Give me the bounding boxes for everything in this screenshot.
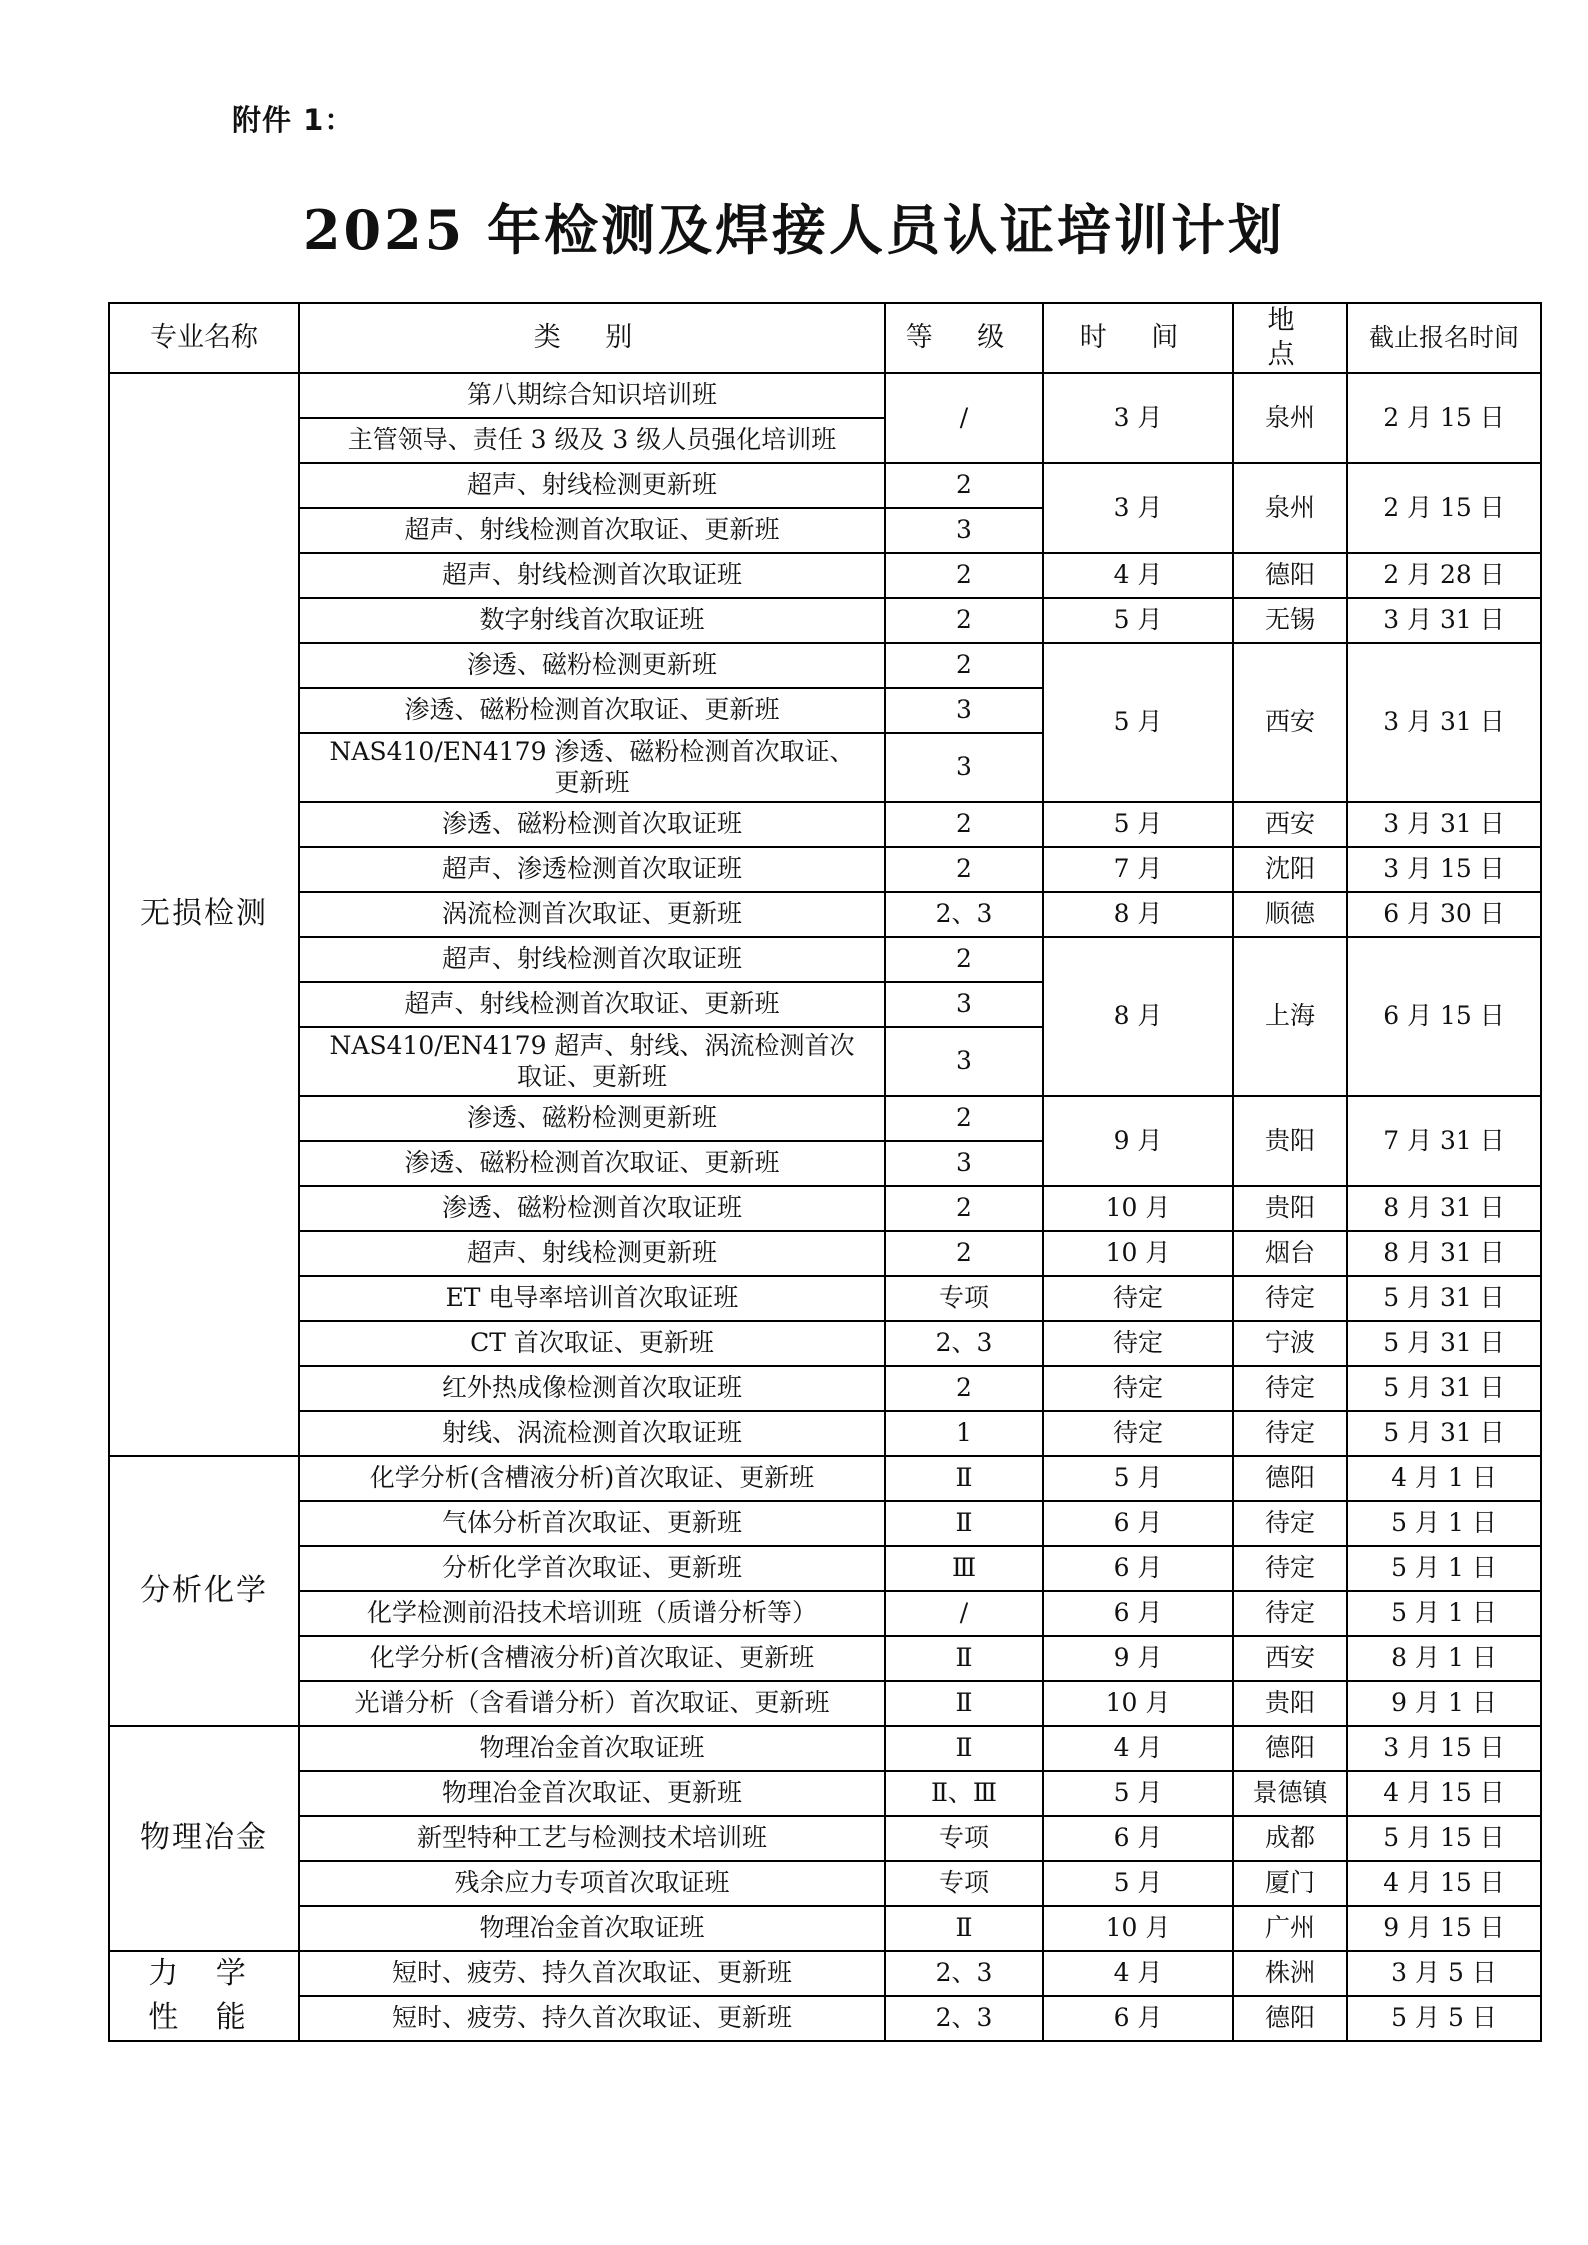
grade-cell: 1	[885, 1411, 1043, 1456]
grade-cell: 2	[885, 463, 1043, 508]
page-title: 2025 年检测及焊接人员认证培训计划	[302, 198, 1286, 262]
place-cell: 德阳	[1233, 1996, 1347, 2041]
place-cell: 泉州	[1233, 373, 1347, 463]
table-header-row	[109, 303, 1541, 373]
header-category: 类 别	[299, 303, 885, 373]
grade-cell: /	[885, 373, 1043, 463]
course-cell: 超声、射线检测首次取证班	[299, 937, 885, 982]
place-cell: 上海	[1233, 937, 1347, 1096]
place-cell: 德阳	[1233, 1456, 1347, 1501]
course-cell: 短时、疲劳、持久首次取证、更新班	[299, 1996, 885, 2041]
grade-cell: 2	[885, 598, 1043, 643]
deadline-cell: 5 月 31 日	[1347, 1411, 1541, 1456]
table-row	[109, 1186, 1541, 1231]
grade-cell: Ⅲ	[885, 1546, 1043, 1591]
deadline-cell: 2 月 28 日	[1347, 553, 1541, 598]
table-row	[109, 1411, 1541, 1456]
course-cell: 物理冶金首次取证、更新班	[299, 1771, 885, 1816]
time-cell: 待定	[1043, 1276, 1233, 1321]
grade-cell: 2、3	[885, 1996, 1043, 2041]
course-cell: 第八期综合知识培训班	[299, 373, 885, 418]
course-cell: 超声、渗透检测首次取证班	[299, 847, 885, 892]
table-row	[109, 1591, 1541, 1636]
place-cell: 贵阳	[1233, 1096, 1347, 1186]
time-cell: 5 月	[1043, 598, 1233, 643]
deadline-cell: 8 月 31 日	[1347, 1186, 1541, 1231]
grade-cell: 2	[885, 643, 1043, 688]
course-cell: 渗透、磁粉检测更新班	[299, 643, 885, 688]
course-cell: 新型特种工艺与检测技术培训班	[299, 1816, 885, 1861]
place-cell: 广州	[1233, 1906, 1347, 1951]
place-cell: 待定	[1233, 1366, 1347, 1411]
place-cell: 西安	[1233, 643, 1347, 802]
grade-cell: 专项	[885, 1276, 1043, 1321]
time-cell: 6 月	[1043, 1501, 1233, 1546]
course-line-1: NAS410/EN4179 超声、射线、涡流检测首次	[329, 1030, 855, 1060]
course-cell: 渗透、磁粉检测更新班	[299, 1096, 885, 1141]
deadline-cell: 5 月 1 日	[1347, 1591, 1541, 1636]
grade-cell: Ⅱ	[885, 1501, 1043, 1546]
deadline-cell: 5 月 31 日	[1347, 1276, 1541, 1321]
course-cell: 化学分析(含槽液分析)首次取证、更新班	[299, 1636, 885, 1681]
attachment-label: 附件 1：	[232, 103, 355, 137]
table-row	[109, 1501, 1541, 1546]
table-row	[109, 1816, 1541, 1861]
deadline-cell: 5 月 1 日	[1347, 1501, 1541, 1546]
course-cell: 化学检测前沿技术培训班（质谱分析等）	[299, 1591, 885, 1636]
table-row	[109, 1636, 1541, 1681]
grade-cell: 2	[885, 802, 1043, 847]
grade-cell: 2	[885, 1096, 1043, 1141]
major-cell: 物理冶金	[109, 1726, 299, 1951]
deadline-cell: 3 月 15 日	[1347, 847, 1541, 892]
grade-cell: 2	[885, 553, 1043, 598]
table-row	[109, 373, 1541, 418]
table-row	[109, 1726, 1541, 1771]
grade-cell: 2	[885, 1366, 1043, 1411]
place-cell: 宁波	[1233, 1321, 1347, 1366]
place-cell: 厦门	[1233, 1861, 1347, 1906]
grade-cell: 专项	[885, 1816, 1043, 1861]
deadline-cell: 5 月 31 日	[1347, 1366, 1541, 1411]
course-cell: 主管领导、责任 3 级及 3 级人员强化培训班	[299, 418, 885, 463]
place-cell: 德阳	[1233, 1726, 1347, 1771]
deadline-cell: 3 月 31 日	[1347, 598, 1541, 643]
table-row	[109, 1951, 1541, 1996]
table-row	[109, 1231, 1541, 1276]
course-cell: 渗透、磁粉检测首次取证班	[299, 1186, 885, 1231]
course-cell: 渗透、磁粉检测首次取证、更新班	[299, 688, 885, 733]
place-cell: 成都	[1233, 1816, 1347, 1861]
time-cell: 3 月	[1043, 463, 1233, 553]
time-cell: 4 月	[1043, 1951, 1233, 1996]
place-cell: 贵阳	[1233, 1186, 1347, 1231]
place-cell: 贵阳	[1233, 1681, 1347, 1726]
grade-cell: 2	[885, 1186, 1043, 1231]
major-cell	[109, 1951, 299, 2041]
time-cell: 10 月	[1043, 1906, 1233, 1951]
grade-cell: 2、3	[885, 1951, 1043, 1996]
time-cell: 5 月	[1043, 643, 1233, 802]
course-cell: 超声、射线检测首次取证班	[299, 553, 885, 598]
time-cell: 6 月	[1043, 1591, 1233, 1636]
course-cell: ET 电导率培训首次取证班	[299, 1276, 885, 1321]
major-line-1: 力 学	[148, 1956, 260, 1991]
course-line-2: 更新班	[554, 768, 630, 797]
table-row	[109, 1366, 1541, 1411]
place-cell: 株洲	[1233, 1951, 1347, 1996]
grade-cell: 3	[885, 688, 1043, 733]
place-cell: 顺德	[1233, 892, 1347, 937]
place-cell: 西安	[1233, 802, 1347, 847]
deadline-cell: 3 月 31 日	[1347, 802, 1541, 847]
time-cell: 待定	[1043, 1321, 1233, 1366]
grade-cell: 2	[885, 937, 1043, 982]
course-cell: 气体分析首次取证、更新班	[299, 1501, 885, 1546]
grade-cell: 3	[885, 982, 1043, 1027]
deadline-cell: 4 月 15 日	[1347, 1861, 1541, 1906]
course-line-2: 取证、更新班	[516, 1062, 667, 1091]
course-cell: 物理冶金首次取证班	[299, 1726, 885, 1771]
place-cell: 德阳	[1233, 553, 1347, 598]
grade-cell: 2、3	[885, 1321, 1043, 1366]
course-cell: 光谱分析（含看谱分析）首次取证、更新班	[299, 1681, 885, 1726]
course-cell: 短时、疲劳、持久首次取证、更新班	[299, 1951, 885, 1996]
course-cell	[299, 733, 885, 802]
table-row	[109, 1276, 1541, 1321]
time-cell: 5 月	[1043, 1861, 1233, 1906]
course-cell: 渗透、磁粉检测首次取证班	[299, 802, 885, 847]
grade-cell: 3	[885, 1027, 1043, 1096]
deadline-cell: 9 月 15 日	[1347, 1906, 1541, 1951]
time-cell: 10 月	[1043, 1681, 1233, 1726]
deadline-cell: 6 月 15 日	[1347, 937, 1541, 1096]
course-cell: 超声、射线检测首次取证、更新班	[299, 982, 885, 1027]
time-cell: 4 月	[1043, 1726, 1233, 1771]
table-row	[109, 802, 1541, 847]
course-cell: 红外热成像检测首次取证班	[299, 1366, 885, 1411]
table-row	[109, 937, 1541, 982]
deadline-cell: 4 月 1 日	[1347, 1456, 1541, 1501]
table-row	[109, 892, 1541, 937]
time-cell: 5 月	[1043, 1456, 1233, 1501]
deadline-cell: 7 月 31 日	[1347, 1096, 1541, 1186]
grade-cell: 3	[885, 508, 1043, 553]
course-cell: CT 首次取证、更新班	[299, 1321, 885, 1366]
deadline-cell: 5 月 1 日	[1347, 1546, 1541, 1591]
deadline-cell: 5 月 15 日	[1347, 1816, 1541, 1861]
time-cell: 待定	[1043, 1411, 1233, 1456]
table-row	[109, 553, 1541, 598]
grade-cell: Ⅱ、Ⅲ	[885, 1771, 1043, 1816]
table-row	[109, 1096, 1541, 1141]
header-deadline: 截止报名时间	[1347, 303, 1541, 373]
time-cell: 9 月	[1043, 1636, 1233, 1681]
time-cell: 10 月	[1043, 1186, 1233, 1231]
deadline-cell: 5 月 31 日	[1347, 1321, 1541, 1366]
course-cell: 超声、射线检测更新班	[299, 1231, 885, 1276]
grade-cell: Ⅱ	[885, 1726, 1043, 1771]
time-cell: 8 月	[1043, 937, 1233, 1096]
grade-cell: 专项	[885, 1861, 1043, 1906]
major-cell: 分析化学	[109, 1456, 299, 1726]
major-line-2: 性 能	[148, 1999, 260, 2035]
grade-cell: /	[885, 1591, 1043, 1636]
grade-cell: Ⅱ	[885, 1456, 1043, 1501]
major-cell: 无损检测	[109, 373, 299, 1456]
deadline-cell: 4 月 15 日	[1347, 1771, 1541, 1816]
place-cell: 景德镇	[1233, 1771, 1347, 1816]
header-place: 地 点	[1233, 303, 1347, 373]
table-row	[109, 598, 1541, 643]
time-cell: 5 月	[1043, 802, 1233, 847]
place-cell: 待定	[1233, 1501, 1347, 1546]
time-cell: 6 月	[1043, 1816, 1233, 1861]
deadline-cell: 8 月 1 日	[1347, 1636, 1541, 1681]
table-row	[109, 1546, 1541, 1591]
course-cell: 射线、涡流检测首次取证班	[299, 1411, 885, 1456]
time-cell: 5 月	[1043, 1771, 1233, 1816]
place-cell: 烟台	[1233, 1231, 1347, 1276]
course-cell: 残余应力专项首次取证班	[299, 1861, 885, 1906]
header-grade: 等 级	[885, 303, 1043, 373]
course-line-1: NAS410/EN4179 渗透、磁粉检测首次取证、	[329, 736, 855, 766]
course-cell: 化学分析(含槽液分析)首次取证、更新班	[299, 1456, 885, 1501]
table-row	[109, 1906, 1541, 1951]
grade-cell: 2	[885, 847, 1043, 892]
place-cell: 西安	[1233, 1636, 1347, 1681]
deadline-cell: 2 月 15 日	[1347, 463, 1541, 553]
deadline-cell: 8 月 31 日	[1347, 1231, 1541, 1276]
place-cell: 泉州	[1233, 463, 1347, 553]
place-cell: 待定	[1233, 1276, 1347, 1321]
course-cell: 超声、射线检测首次取证、更新班	[299, 508, 885, 553]
time-cell: 3 月	[1043, 373, 1233, 463]
time-cell: 4 月	[1043, 553, 1233, 598]
table-row	[109, 1456, 1541, 1501]
table-row	[109, 1771, 1541, 1816]
time-cell: 待定	[1043, 1366, 1233, 1411]
deadline-cell: 9 月 1 日	[1347, 1681, 1541, 1726]
time-cell: 9 月	[1043, 1096, 1233, 1186]
table-row	[109, 1321, 1541, 1366]
grade-cell: Ⅱ	[885, 1906, 1043, 1951]
place-cell: 无锡	[1233, 598, 1347, 643]
deadline-cell: 3 月 5 日	[1347, 1951, 1541, 1996]
header-time: 时 间	[1043, 303, 1233, 373]
header-major: 专业名称	[109, 303, 299, 373]
deadline-cell: 6 月 30 日	[1347, 892, 1541, 937]
place-cell: 待定	[1233, 1546, 1347, 1591]
table-row	[109, 847, 1541, 892]
grade-cell: 3	[885, 1141, 1043, 1186]
course-cell: 物理冶金首次取证班	[299, 1906, 885, 1951]
course-cell	[299, 1027, 885, 1096]
time-cell: 8 月	[1043, 892, 1233, 937]
grade-cell: 3	[885, 733, 1043, 802]
grade-cell: Ⅱ	[885, 1636, 1043, 1681]
table-row	[109, 1996, 1541, 2041]
grade-cell: 2	[885, 1231, 1043, 1276]
course-cell: 涡流检测首次取证、更新班	[299, 892, 885, 937]
deadline-cell: 3 月 31 日	[1347, 643, 1541, 802]
course-cell: 渗透、磁粉检测首次取证、更新班	[299, 1141, 885, 1186]
time-cell: 6 月	[1043, 1996, 1233, 2041]
place-cell: 待定	[1233, 1591, 1347, 1636]
time-cell: 10 月	[1043, 1231, 1233, 1276]
course-cell: 数字射线首次取证班	[299, 598, 885, 643]
deadline-cell: 2 月 15 日	[1347, 373, 1541, 463]
time-cell: 7 月	[1043, 847, 1233, 892]
place-cell: 沈阳	[1233, 847, 1347, 892]
grade-cell: 2、3	[885, 892, 1043, 937]
time-cell: 6 月	[1043, 1546, 1233, 1591]
training-plan-table	[108, 302, 1542, 2042]
place-cell: 待定	[1233, 1411, 1347, 1456]
table-row	[109, 643, 1541, 688]
table-row	[109, 463, 1541, 508]
course-cell: 超声、射线检测更新班	[299, 463, 885, 508]
course-cell: 分析化学首次取证、更新班	[299, 1546, 885, 1591]
table-row	[109, 1861, 1541, 1906]
deadline-cell: 3 月 15 日	[1347, 1726, 1541, 1771]
grade-cell: Ⅱ	[885, 1681, 1043, 1726]
table-row	[109, 1681, 1541, 1726]
deadline-cell: 5 月 5 日	[1347, 1996, 1541, 2041]
